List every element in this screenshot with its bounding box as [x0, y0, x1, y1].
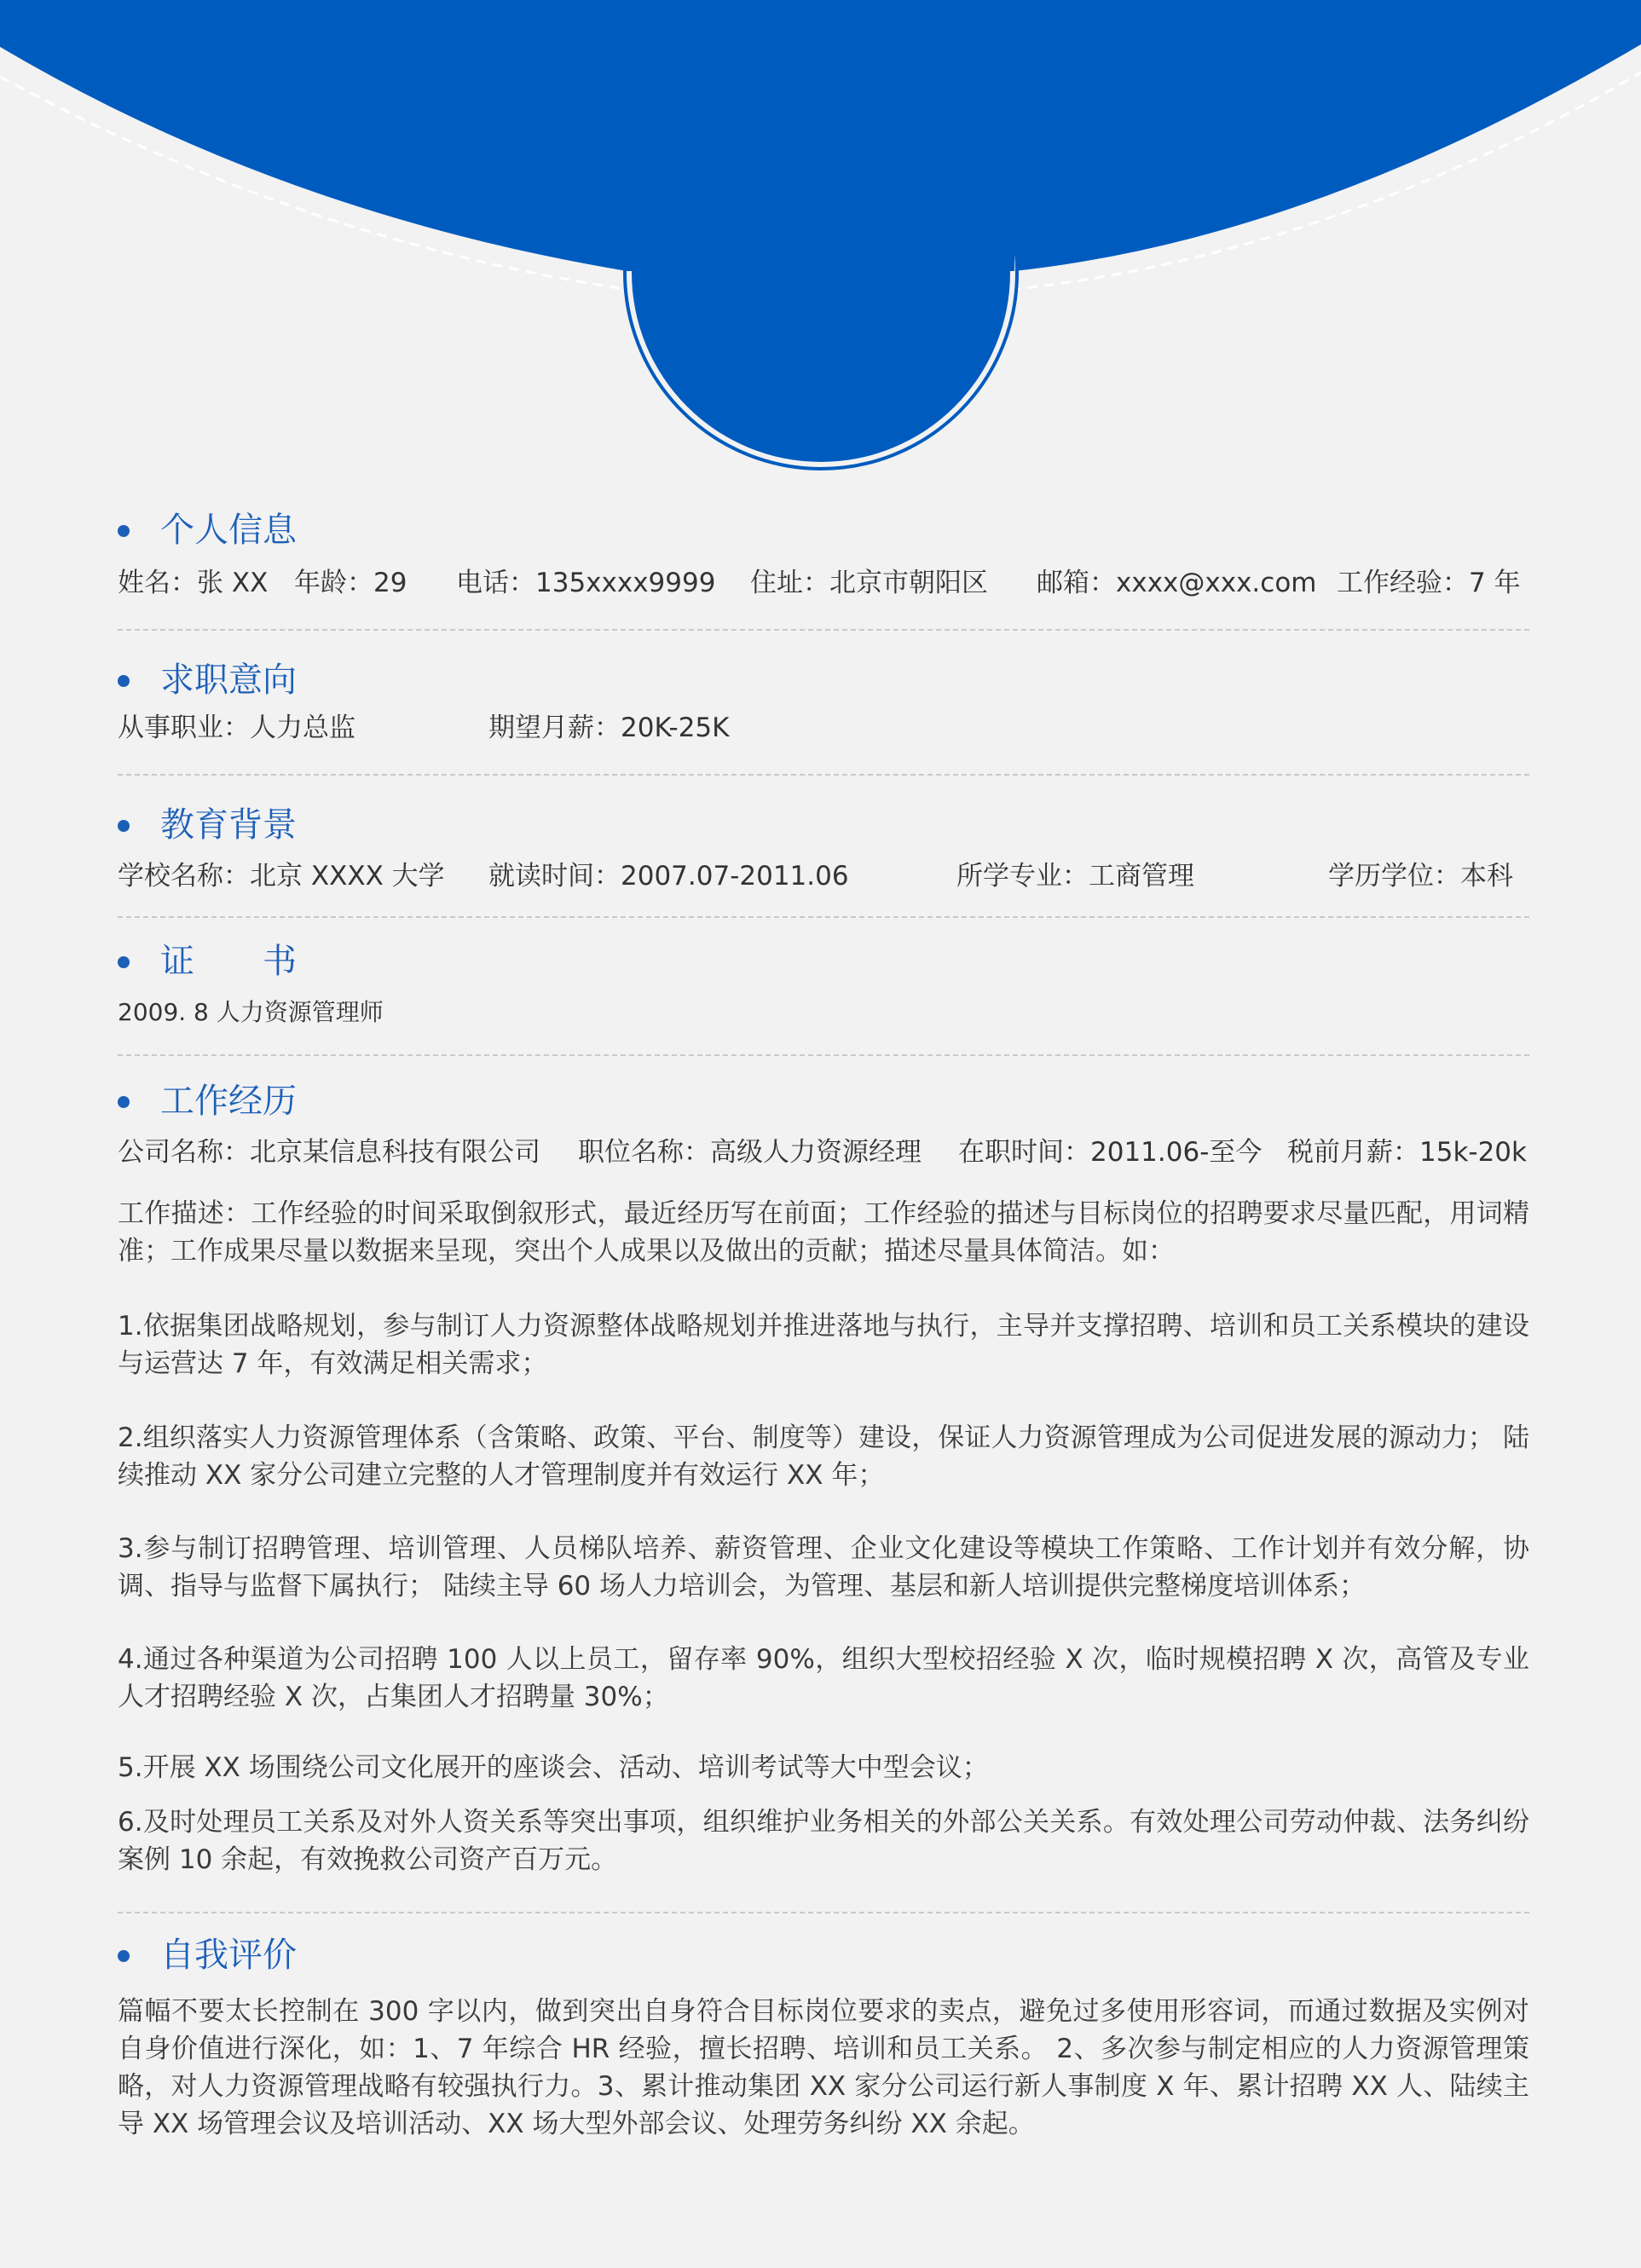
bullet-dot-icon [118, 956, 130, 968]
bullet-dot-icon [118, 675, 130, 687]
section-personal-info [118, 505, 1529, 598]
bullet-dot-icon [118, 1096, 130, 1108]
header-blue-fill [627, 0, 1014, 271]
work-item: 4.通过各种渠道为公司招聘 100 人以上员工，留存率 90%，组织大型校招经验 X 次，临时规模招聘 X 次，高管及专业人才招聘经验 X 次，占集团人才招聘量 30%； [118, 1644, 1529, 1712]
section-title [118, 505, 1529, 556]
section-certificate [118, 936, 1529, 1026]
work-tenure: 在职时间：2011.06-至今 [958, 1137, 1263, 1168]
work-item: 5.开展 XX 场围绕公司文化展开的座谈会、活动、培训考试等大中型会议； [118, 1752, 989, 1783]
section-title [118, 655, 1529, 706]
work-job-title: 职位名称：高级人力资源经理 [578, 1137, 922, 1168]
header-decoration [0, 0, 1641, 486]
intent-salary: 期望月薪：20K-25K [488, 713, 730, 743]
section-job-intent [118, 655, 1529, 743]
section-self-evaluation [118, 1930, 1529, 2139]
cert-item: 2009. 8 人力资源管理师 [118, 998, 384, 1026]
self-evaluation-text: 篇幅不要太长控制在 300 字以内，做到突出自身符合目标岗位要求的卖点，避免过多使用形容词，而通过数据及实例对自身价值进行深化，如：1、7 年综合 HR 经验，擅长招聘、培训和员工关系。 2、多次参与制定相应的人力资源管理策略，对人力资源管理战略有较强执行力。3、累计推动集团 XX 家分公司运行新人事制度 X 年、累计招聘 XX 人、陆续主导 XX 场管理会议及培训活动、XX 场大型外部会议、处理劳务纠纷 XX 余起。 [118, 1996, 1529, 2139]
work-item: 1.依据集团战略规划，参与制订人力资源整体战略规划并推进落地与执行，主导并支撑招聘、培训和员工关系模块的建设与运营达 7 年，有效满足相关需求； [118, 1311, 1529, 1379]
section-title-text: 教育背景 [160, 805, 297, 845]
section-title-text: 个人信息 [160, 511, 297, 550]
work-item: 6.及时处理员工关系及对外人资关系等突出事项，组织维护业务相关的外部公关关系。有效处理公司劳动仲裁、法务纠纷案例 10 余起，有效挽救公司资产百万元。 [118, 1807, 1529, 1875]
section-title-text: 证 书 [160, 942, 297, 981]
edu-school: 学校名称：北京 XXXX 大学 [118, 861, 445, 892]
personal-age: 年龄：29 [294, 568, 407, 598]
personal-address: 住址：北京市朝阳区 [750, 568, 988, 598]
personal-email: 邮箱：xxxx@xxx.com [1037, 568, 1317, 598]
edu-degree: 学历学位：本科 [1328, 861, 1513, 892]
personal-phone: 电话：135xxxx9999 [456, 568, 716, 598]
personal-experience: 工作经验：7 年 [1337, 568, 1521, 598]
divider [118, 774, 1529, 776]
section-education [118, 799, 1529, 892]
section-title-text: 工作经历 [160, 1082, 297, 1121]
bullet-dot-icon [118, 1950, 130, 1962]
section-title [118, 799, 1529, 851]
section-title-text: 自我评价 [160, 1936, 297, 1975]
divider [118, 916, 1529, 918]
divider [118, 1912, 1529, 1913]
section-title-text: 求职意向 [160, 661, 297, 700]
work-pay: 税前月薪：15k-20k [1287, 1137, 1527, 1168]
section-title [118, 936, 1529, 987]
edu-major: 所学专业：工商管理 [956, 861, 1194, 892]
work-item: 3.参与制订招聘管理、培训管理、人员梯队培养、薪资管理、企业文化建设等模块工作策略、工作计划并有效分解，协调、指导与监督下属执行； 陆续主导 60 场人力培训会，为管理、基层和新人培训提供完整梯度培训体系； [118, 1533, 1529, 1601]
divider [118, 1054, 1529, 1056]
work-description: 工作描述：工作经验的时间采取倒叙形式，最近经历写在前面；工作经验的描述与目标岗位的招聘要求尽量匹配，用词精准；工作成果尽量以数据来呈现，突出个人成果以及做出的贡献；描述尽量具体简洁。如： [118, 1198, 1529, 1267]
personal-name: 姓名：张 XX [118, 568, 269, 598]
work-company: 公司名称：北京某信息科技有限公司 [118, 1137, 540, 1168]
section-title [118, 1076, 1529, 1127]
work-item: 2.组织落实人力资源管理体系（含策略、政策、平台、制度等）建设，保证人力资源管理成为公司促进发展的源动力； 陆续推动 XX 家分公司建立完整的人才管理制度并有效运行 XX 年； [118, 1423, 1529, 1491]
divider [118, 629, 1529, 631]
section-work-experience [118, 1076, 1529, 1875]
section-title [118, 1930, 1529, 1981]
edu-period: 就读时间：2007.07-2011.06 [488, 861, 849, 892]
intent-position: 从事职业：人力总监 [118, 713, 355, 743]
bullet-dot-icon [118, 820, 130, 832]
bullet-dot-icon [118, 525, 130, 537]
